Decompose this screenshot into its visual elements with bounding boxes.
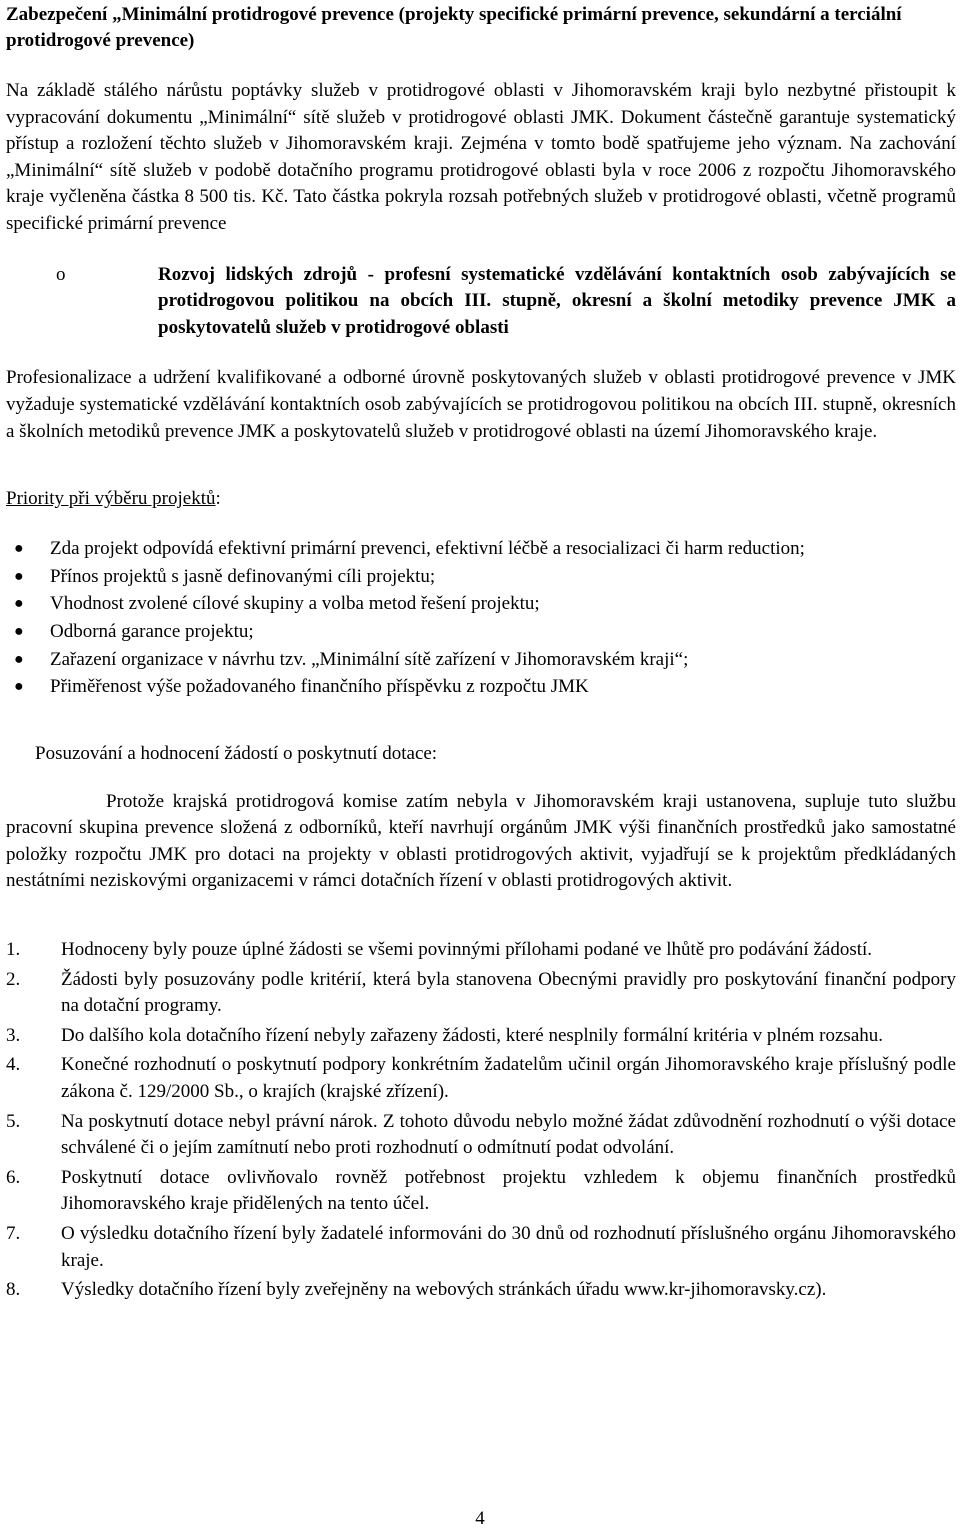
item-number: 2. bbox=[6, 968, 21, 990]
list-item bbox=[6, 564, 956, 591]
rules-list bbox=[6, 937, 956, 1304]
bullet-icon: ● bbox=[14, 650, 24, 668]
bullet-icon: ● bbox=[14, 540, 24, 558]
item-text: Na poskytnutí dotace nebyl právní nárok. Z tohoto důvodu nebylo možné žádat zdůvodnění rozhodnutí o výši dotace schválené či o jejím zamítnutí nebo proti rozhodnutí o odmítnutí podat odvolání. bbox=[61, 1110, 956, 1159]
list-item bbox=[6, 536, 956, 563]
bullet-icon: ● bbox=[14, 595, 24, 613]
sub-item-text: Rozvoj lidských zdrojů - profesní systematické vzdělávání kontaktních osob zabývajících se protidrogovou politikou na obcích III. stupně, okresní a školní metodiky prevence JMK a poskytovatelů služeb v protidrogové oblasti bbox=[158, 263, 956, 338]
priority-text: Zařazení organizace v návrhu tzv. „Minimální sítě zařízení v Jihomoravském kraji“; bbox=[50, 648, 689, 670]
item-text: Do dalšího kola dotačního řízení nebyly zařazeny žádosti, které nesplnily formální kritéria v plném rozsahu. bbox=[61, 1024, 884, 1046]
list-item bbox=[6, 674, 956, 701]
list-item bbox=[6, 1277, 956, 1304]
item-number: 1. bbox=[6, 939, 21, 961]
list-item bbox=[6, 1109, 956, 1162]
circle-bullet-icon: o bbox=[56, 263, 66, 285]
priorities-heading bbox=[6, 486, 956, 512]
list-item bbox=[6, 1052, 956, 1105]
item-number: 8. bbox=[6, 1279, 21, 1301]
page-number: 4 bbox=[475, 1508, 485, 1529]
priorities-heading-suffix: : bbox=[215, 488, 221, 510]
item-number: 6. bbox=[6, 1166, 21, 1188]
list-item bbox=[6, 967, 956, 1020]
item-number: 4. bbox=[6, 1054, 21, 1076]
assessment-heading: Posuzování a hodnocení žádostí o poskytnutí dotace: bbox=[35, 742, 438, 764]
professionalization-paragraph: Profesionalizace a udržení kvalifikované a odborné úrovně poskytovaných služeb v oblasti protidrogové prevence v JMK vyžaduje systematické vzdělávání kontaktních osob zabývajících se protidrogovou politikou na obcích III. stupně, okresních a školních metodiků prevence JMK a poskytovatelů služeb v protidrogové oblasti na území Jihomoravského kraje. bbox=[6, 367, 956, 442]
list-item bbox=[6, 937, 956, 964]
priority-text: Vhodnost zvolené cílové skupiny a volba metod řešení projektu; bbox=[50, 593, 540, 615]
item-text: Hodnoceny byly pouze úplné žádosti se všemi povinnými přílohami podané ve lhůtě pro podávání žádostí. bbox=[61, 939, 873, 961]
priorities-heading-text: Priority při výběru projektů bbox=[6, 488, 216, 510]
item-text: Výsledky dotačního řízení byly zveřejněny na webových stránkách úřadu www.kr-jihomoravsky.cz). bbox=[61, 1279, 827, 1301]
assessment-paragraph: Protože krajská protidrogová komise zatím nebyla v Jihomoravském kraji ustanovena, supluje tuto službu pracovní skupina prevence složená z odborníků, kteří navrhují orgánům JMK výši finančních prostředků jako samostatné položky rozpočtu JMK pro dotaci na projekty v oblasti protidrogových aktivit, vyjadřují se k projektům předkládaných nestátními neziskovými organizacemi v rámci dotačních řízení v oblasti protidrogových aktivit. bbox=[6, 790, 956, 892]
bullet-icon: ● bbox=[14, 678, 24, 696]
list-item bbox=[6, 1165, 956, 1218]
priority-text: Zda projekt odpovídá efektivní primární prevenci, efektivní léčbě a resocializaci či harm reduction; bbox=[50, 538, 805, 560]
section-title: Zabezpečení „Minimální protidrogové prevence (projekty specifické primární prevence, sekundární a terciální protidrogové prevence) bbox=[6, 4, 902, 51]
item-text: Konečné rozhodnutí o poskytnutí podpory konkrétním žadatelům učinil orgán Jihomoravského kraje příslušný podle zákona č. 129/2000 Sb., o krajích (krajské zřízení). bbox=[61, 1054, 956, 1103]
item-text: O výsledku dotačního řízení byly žadatelé informováni do 30 dnů od rozhodnutí příslušného orgánu Jihomoravského kraje. bbox=[61, 1223, 956, 1271]
priority-text: Přínos projektů s jasně definovanými cíli projektu; bbox=[50, 565, 436, 587]
intro-paragraph: Na základě stálého nárůstu poptávky služeb v protidrogové oblasti v Jihomoravském kraji bylo nezbytné přistoupit k vypracování dokumentu „Minimální“ sítě služeb v protidrogové oblasti JMK. Dokument částečně garantuje systematický přístup a rozložení těchto služeb v Jihomoravském kraji. Zejména v tomto bodě spatřujeme jeho význam. Na zachování „Minimální“ sítě služeb v podobě dotačního programu protidrogové oblasti byla v roce 2006 z rozpočtu Jihomoravského kraje vyčleněna částka 8 500 tis. Kč. Tato částka pokryla rozsah potřebných služeb v protidrogové oblasti, včetně programů specifické primární prevence bbox=[6, 80, 956, 234]
item-text: Žádosti byly posuzovány podle kritérií, která byla stanovena Obecnými pravidly pro poskytování finanční podpory na dotační programy. bbox=[61, 968, 956, 1017]
list-item bbox=[6, 619, 956, 646]
bullet-icon: ● bbox=[14, 567, 24, 585]
sub-item-list bbox=[6, 262, 956, 342]
item-number: 7. bbox=[6, 1223, 21, 1244]
list-item bbox=[6, 647, 956, 674]
list-item bbox=[6, 1221, 956, 1274]
priorities-list bbox=[6, 536, 956, 701]
item-number: 3. bbox=[6, 1024, 21, 1046]
priority-text: Přiměřenost výše požadovaného finančního příspěvku z rozpočtu JMK bbox=[50, 676, 589, 698]
list-item bbox=[6, 262, 956, 342]
priority-text: Odborná garance projektu; bbox=[50, 620, 254, 642]
list-item bbox=[6, 591, 956, 618]
bullet-icon: ● bbox=[14, 622, 24, 640]
list-item bbox=[6, 1023, 956, 1050]
item-text: Poskytnutí dotace ovlivňovalo rovněž potřebnost projektu vzhledem k objemu finančních prostředků Jihomoravského kraje přidělených na tento účel. bbox=[61, 1166, 956, 1215]
item-number: 5. bbox=[6, 1110, 21, 1132]
